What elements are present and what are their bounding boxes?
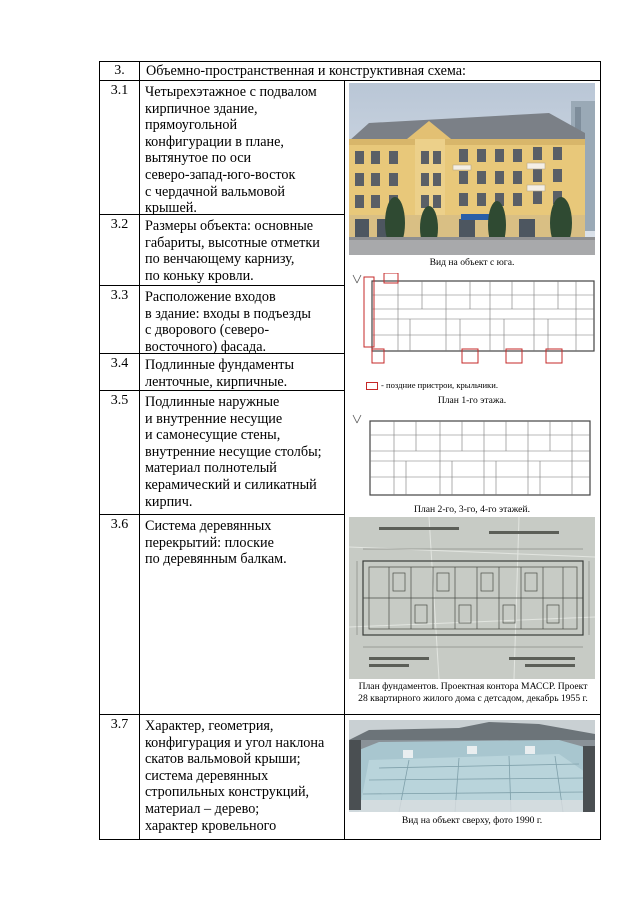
row-number-3-5: 3.5 <box>110 393 129 408</box>
legend-red-box <box>366 382 378 390</box>
row-number-3-1: 3.1 <box>110 83 129 98</box>
caption-upper-floors: План 2-го, 3-го, 4-го этажей. <box>414 504 530 515</box>
caption-south-view: Вид на объект с юга. <box>429 257 515 268</box>
caption-foundation-plan: План фундаментов. Проектная контора МАССР. Проект 28 квартирного жилого дома с детсадом, декабрь 1955 г. <box>358 681 588 704</box>
legend-label: - поздние пристрои, крыльчики. <box>381 380 498 390</box>
header-number: 3. <box>114 63 125 78</box>
row-text-3-2: Размеры объекта: основные габариты, высотные отметки по венчающему карнизу, по коньку кровли. <box>145 218 320 284</box>
row-number-3-3: 3.3 <box>110 288 129 303</box>
upper-floors-plan <box>350 411 598 503</box>
row-text-3-1: Четырехэтажное с подвалом кирпичное здание, прямоугольной конфигурации в плане, вытянутое по оси северо-запад-юго-восток с чердачной вальмовой крышей. <box>145 84 317 217</box>
building-aerial-photo <box>349 720 595 812</box>
row-number-3-2: 3.2 <box>110 217 129 232</box>
structure-table <box>99 61 601 840</box>
foundation-plan-scan <box>349 517 595 679</box>
row-number-3-6: 3.6 <box>110 517 129 532</box>
row-number-3-4: 3.4 <box>110 356 129 371</box>
row-text-3-3: Расположение входов в здание: входы в подъезды с дворового (северо- восточного) фасада. <box>145 289 311 355</box>
row-text-3-7: Характер, геометрия, конфигурация и угол наклона скатов вальмовой крыши; система деревянных стропильных конструкций, материал – дерево; характер кровельного <box>145 718 325 834</box>
row-text-3-6: Система деревянных перекрытий: плоские по деревянным балкам. <box>145 518 287 568</box>
caption-aerial-view: Вид на объект сверху, фото 1990 г. <box>401 815 543 826</box>
first-floor-plan <box>350 273 598 367</box>
caption-first-floor: План 1-го этажа. <box>437 395 507 406</box>
section-title: Объемно-пространственная и конструктивная схема: <box>146 63 466 79</box>
building-south-photo <box>349 83 595 255</box>
row-number-3-7: 3.7 <box>110 717 129 732</box>
row-text-3-5: Подлинные наружные и внутренние несущие и самонесущие стены, внутренние несущие столбы; материал полнотелый керамический и силикатный кирпич. <box>145 394 322 510</box>
row-text-3-4: Подлинные фундаменты ленточные, кирпичные. <box>145 357 295 390</box>
